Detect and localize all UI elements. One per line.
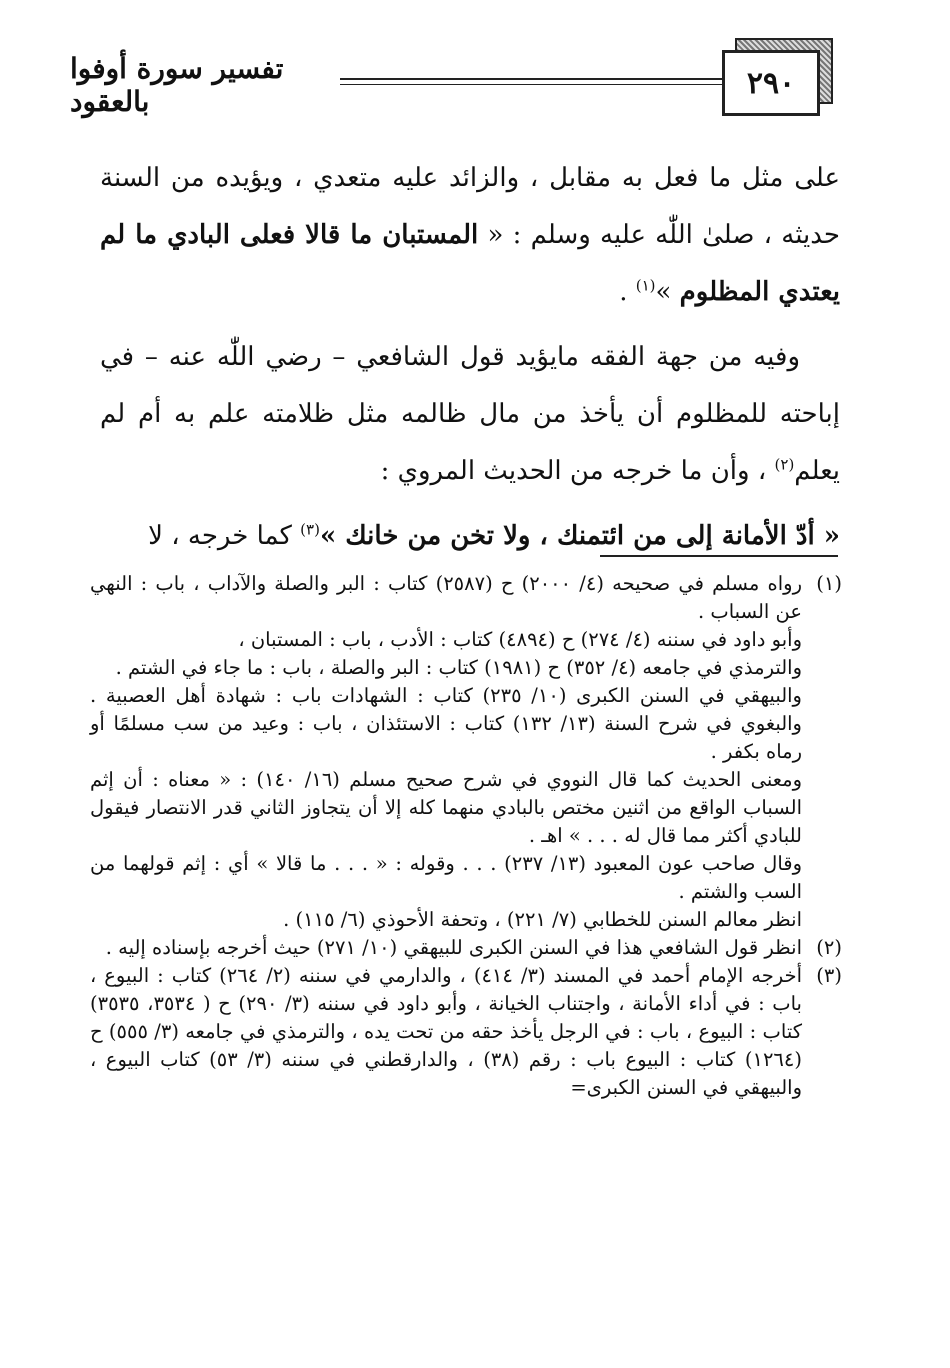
- footnote-number: (٣): [816, 964, 842, 987]
- text-run: »: [655, 277, 680, 307]
- footnote-line: انظر قول الشافعي هذا في السنن الكبرى للبيهقي (١٠/ ٢٧١) حيث أخرجه بإسناده إليه .: [105, 936, 802, 959]
- footnote-line: ومعنى الحديث كما قال النووي في شرح صحيح مسلم (١٦/ ١٤٠) : « معناه : أن إثم السباب الواقع من اثنين مختص بالبادي منهما كله إلا أن يتجاوز الثاني قدر الانتصار فيقول للبادي أكثر مما قال له . . . » اهـ .: [90, 768, 802, 847]
- text-run: «: [814, 521, 840, 551]
- footnote-ref[interactable]: (١): [635, 276, 656, 295]
- footnote-1: [90, 570, 842, 934]
- footnote-number: (٢): [816, 936, 842, 959]
- text-run: ، وأن ما خرجه من الحديث المروي :: [380, 456, 775, 486]
- footnote-line: والبيهقي في السنن الكبرى (١٠/ ٢٣٥) كتاب : الشهادات باب : شهادة أهل العصبية . والبغوي في شرح السنة (١٣/ ١٣٢) كتاب : الاستئذان ، باب : وعيد من سب مسلمًا أو رماه بكفر .: [90, 684, 802, 763]
- footnote-line: وأبو داود في سننه (٤/ ٢٧٤) ح (٤٨٩٤) كتاب : الأدب ، باب : المستبان ،: [238, 628, 802, 651]
- footnote-body: [90, 570, 802, 934]
- footnote-line: والترمذي في جامعه (٤/ ٣٥٢) ح (١٩٨١) كتاب : البر والصلة ، باب : ما جاء في الشتم .: [115, 656, 802, 679]
- footnotes: [90, 570, 842, 1102]
- footnote-ref[interactable]: (٣): [300, 520, 320, 539]
- footnote-3: [90, 962, 842, 1102]
- footnote-body: [90, 962, 802, 1102]
- footnote-line: انظر معالم السنن للخطابي (٧/ ٢٢١) ، وتحفة الأحوذي (٦/ ١١٥) .: [283, 908, 802, 931]
- text-run: .: [619, 277, 636, 307]
- page-number: ٢٩٠: [722, 50, 820, 116]
- hadith-quote: أدّ الأمانة إلى من ائتمنك ، ولا تخن من خانك: [345, 521, 815, 551]
- footnote-line: وقال صاحب عون المعبود (١٣/ ٢٣٧) . . . وقوله : « . . . ما قالا » أي : إثم قولهما من السب والشتم .: [90, 852, 802, 903]
- body-text: [100, 150, 840, 573]
- text-run: »: [319, 521, 346, 551]
- footnote-separator: [600, 555, 838, 557]
- header-rule-thin: [320, 84, 722, 85]
- running-title: تفسير سورة أوفوا بالعقود: [70, 52, 340, 118]
- footnote-body: [90, 934, 802, 962]
- text-run: وفيه من جهة الفقه مايؤيد قول الشافعي – رضي اللّٰه عنه – في إباحته للمظلوم أن يأخذ من مال ظالمه مثل ظلامته علم به أم لم يعلم: [100, 342, 840, 486]
- footnote-ref[interactable]: (٢): [774, 455, 795, 474]
- footnote-line: رواه مسلم في صحيحه (٤/ ٢٠٠٠) ح (٢٥٨٧) كتاب : البر والصلة والآداب ، باب : النهي عن السباب .: [90, 572, 802, 623]
- text-run: كما خرجه ، لا: [148, 521, 301, 551]
- footnote-number: (١): [816, 572, 842, 595]
- paragraph-2: [100, 329, 840, 500]
- paragraph-1: [100, 150, 840, 321]
- hadith-quote: المستبان ما قالا فعلى البادي ما لم يعتدي المظلوم: [100, 220, 840, 307]
- footnote-2: [90, 934, 842, 962]
- text-run: على مثل ما فعل به مقابل ، والزائد عليه متعدي ، ويؤيده من السنة حديثه ، صلىٰ اللّٰه عليه وسلم : «: [100, 163, 840, 250]
- footnote-line: أخرجه الإمام أحمد في المسند (٣/ ٤١٤) ، والدارمي في سننه (٢/ ٢٦٤) كتاب : البيوع ، باب : في أداء الأمانة ، واجتناب الخيانة ، وأبو داود في سننه (٣/ ٢٩٠) ح ( ٣٥٣٤، ٣٥٣٥) كتاب : البيوع ، باب : في الرجل يأخذ حقه من تحت يده ، والترمذي في جامعه (٣/ ٥٥٥) ح (١٢٦٤) كتاب : البيوع باب : رقم (٣٨) ، والدارقطني في سننه (٣/ ٥٣) كتاب البيوع ، والبيهقي في السنن الكبرى=: [90, 964, 802, 1099]
- header-rule: [320, 78, 722, 80]
